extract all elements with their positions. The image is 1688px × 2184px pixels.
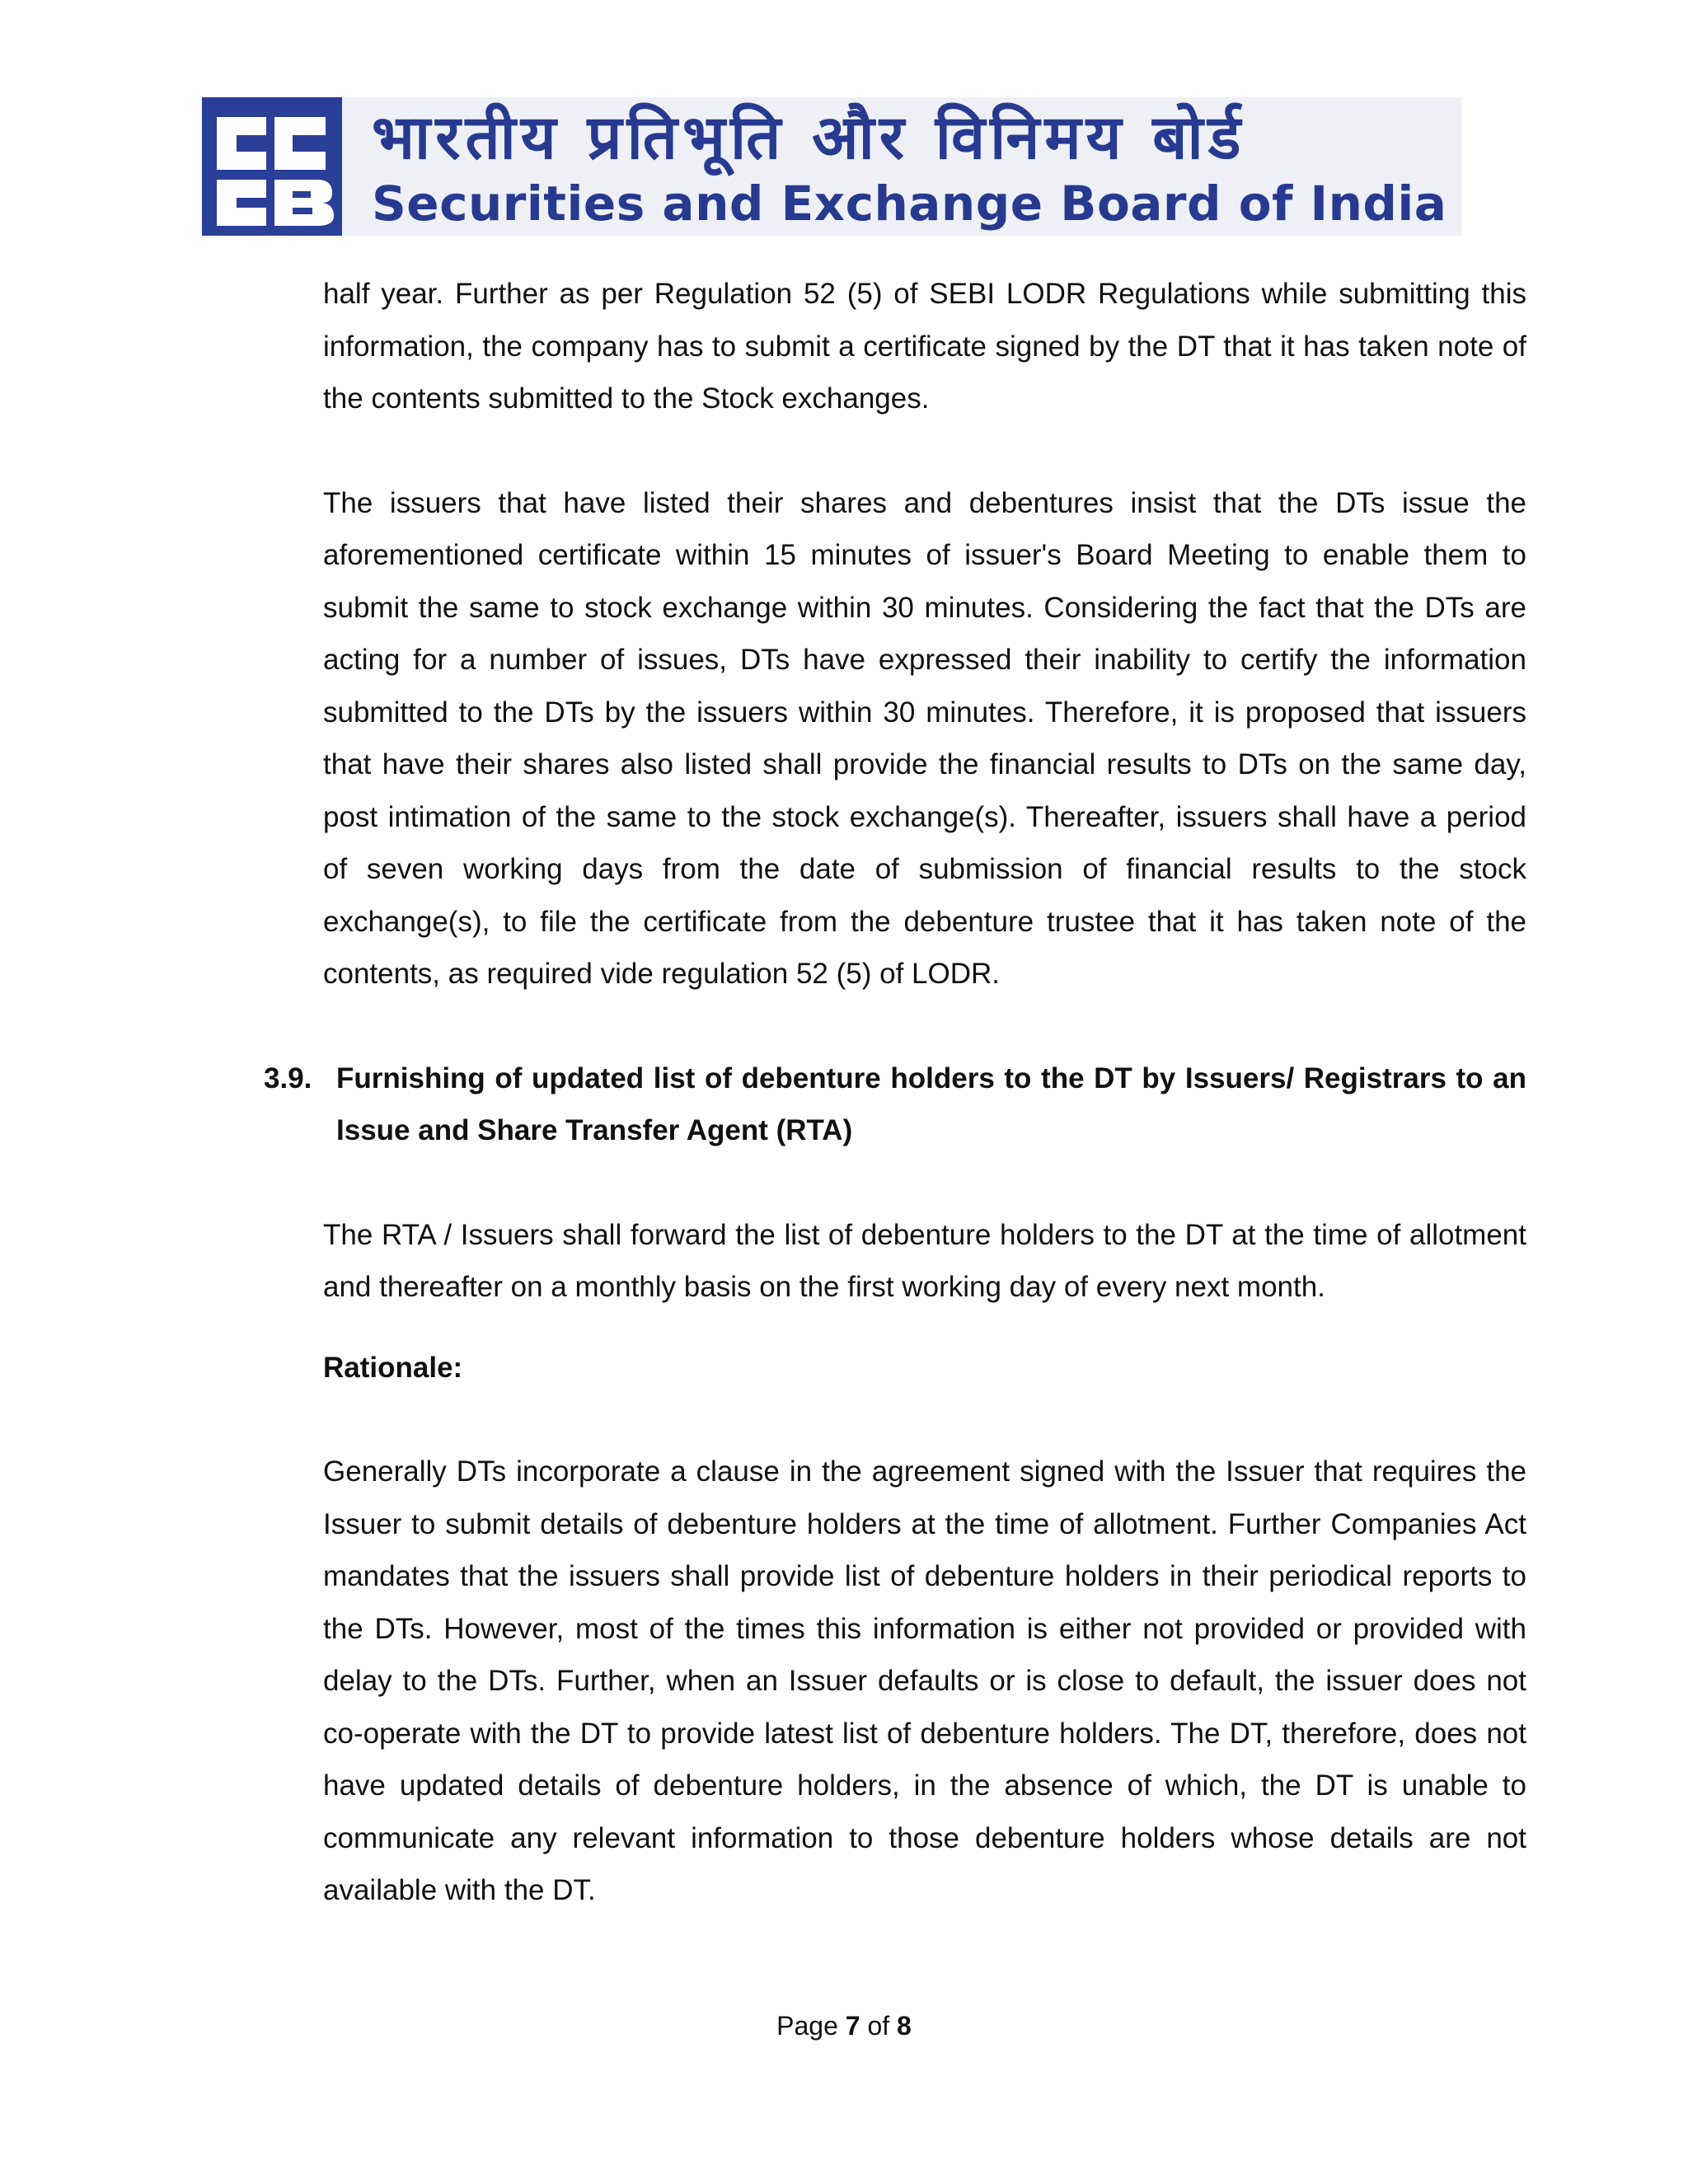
page-label: Page [776,2011,838,2041]
current-page-number: 7 [845,2011,860,2041]
paragraph-rationale: Generally DTs incorporate a clause in the agreement signed with the Issuer that requires the Issuer to submit details of debenture holders at the time of allotment. Further Companies Act mandates that the issuers shall provide list of debenture holders in their periodical reports to the DTs. However, most of the times this information is either not provided or provided with delay to the DTs. Further, when an Issuer defaults or is close to default, the issuer does not co-operate with the DT to provide latest list of debenture holders. The DT, therefore, does not have updated details of debenture holders, in the absence of which, the DT is unable to communicate any relevant information to those debenture holders whose details are not available with the DT. [323,1455,1526,1906]
paragraph-rta-forward: The RTA / Issuers shall forward the list of debenture holders to the DT at the time of allotment and thereafter on a monthly basis on the first working day of every next month. [323,1218,1526,1303]
section-title: Furnishing of updated list of debenture holders to the DT by Issuers/ Registrars to an Issue and Share Transfer Agent (RTA) [336,1062,1526,1146]
rationale-label: Rationale: [323,1351,463,1384]
page-footer [0,2011,1688,2041]
hindi-title: भारतीय प्रतिभूति और विनिमय बोर्ड [372,102,1246,173]
english-title: Securities and Exchange Board of India [372,176,1447,232]
paragraph-issuers-certificate: The issuers that have listed their shares and debentures insist that the DTs issue the aforementioned certificate within 15 minutes of issuer's Board Meeting to enable them to submit the same to stock exchange within 30 minutes. Considering the fact that the DTs are acting for a number of issues, DTs have expressed their inability to certify the information submitted to the DTs by the issuers within 30 minutes. Therefore, it is proposed that issuers that have their shares also listed shall provide the financial results to DTs on the same day, post intimation of the same to the stock exchange(s). Thereafter, issuers shall have a period of seven working days from the date of submission of financial results to the stock exchange(s), to file the certificate from the debenture trustee that it has taken note of the contents, as required vide regulation 52 (5) of LODR. [323,486,1526,990]
document-body [264,268,1526,1917]
paragraph-regulation-52: half year. Further as per Regulation 52 (5) of SEBI LODR Regulations while submitting this information, the company has to submit a certificate signed by the DT that it has taken note of the contents submitted to the Stock exchanges. [323,278,1526,415]
section-heading-3-9 [264,1052,1526,1157]
total-pages-number: 8 [897,2011,912,2041]
sebi-logo-icon [202,97,342,236]
of-label: of [867,2011,890,2041]
sebi-header-banner [202,97,1461,236]
section-number: 3.9. [264,1062,312,1094]
